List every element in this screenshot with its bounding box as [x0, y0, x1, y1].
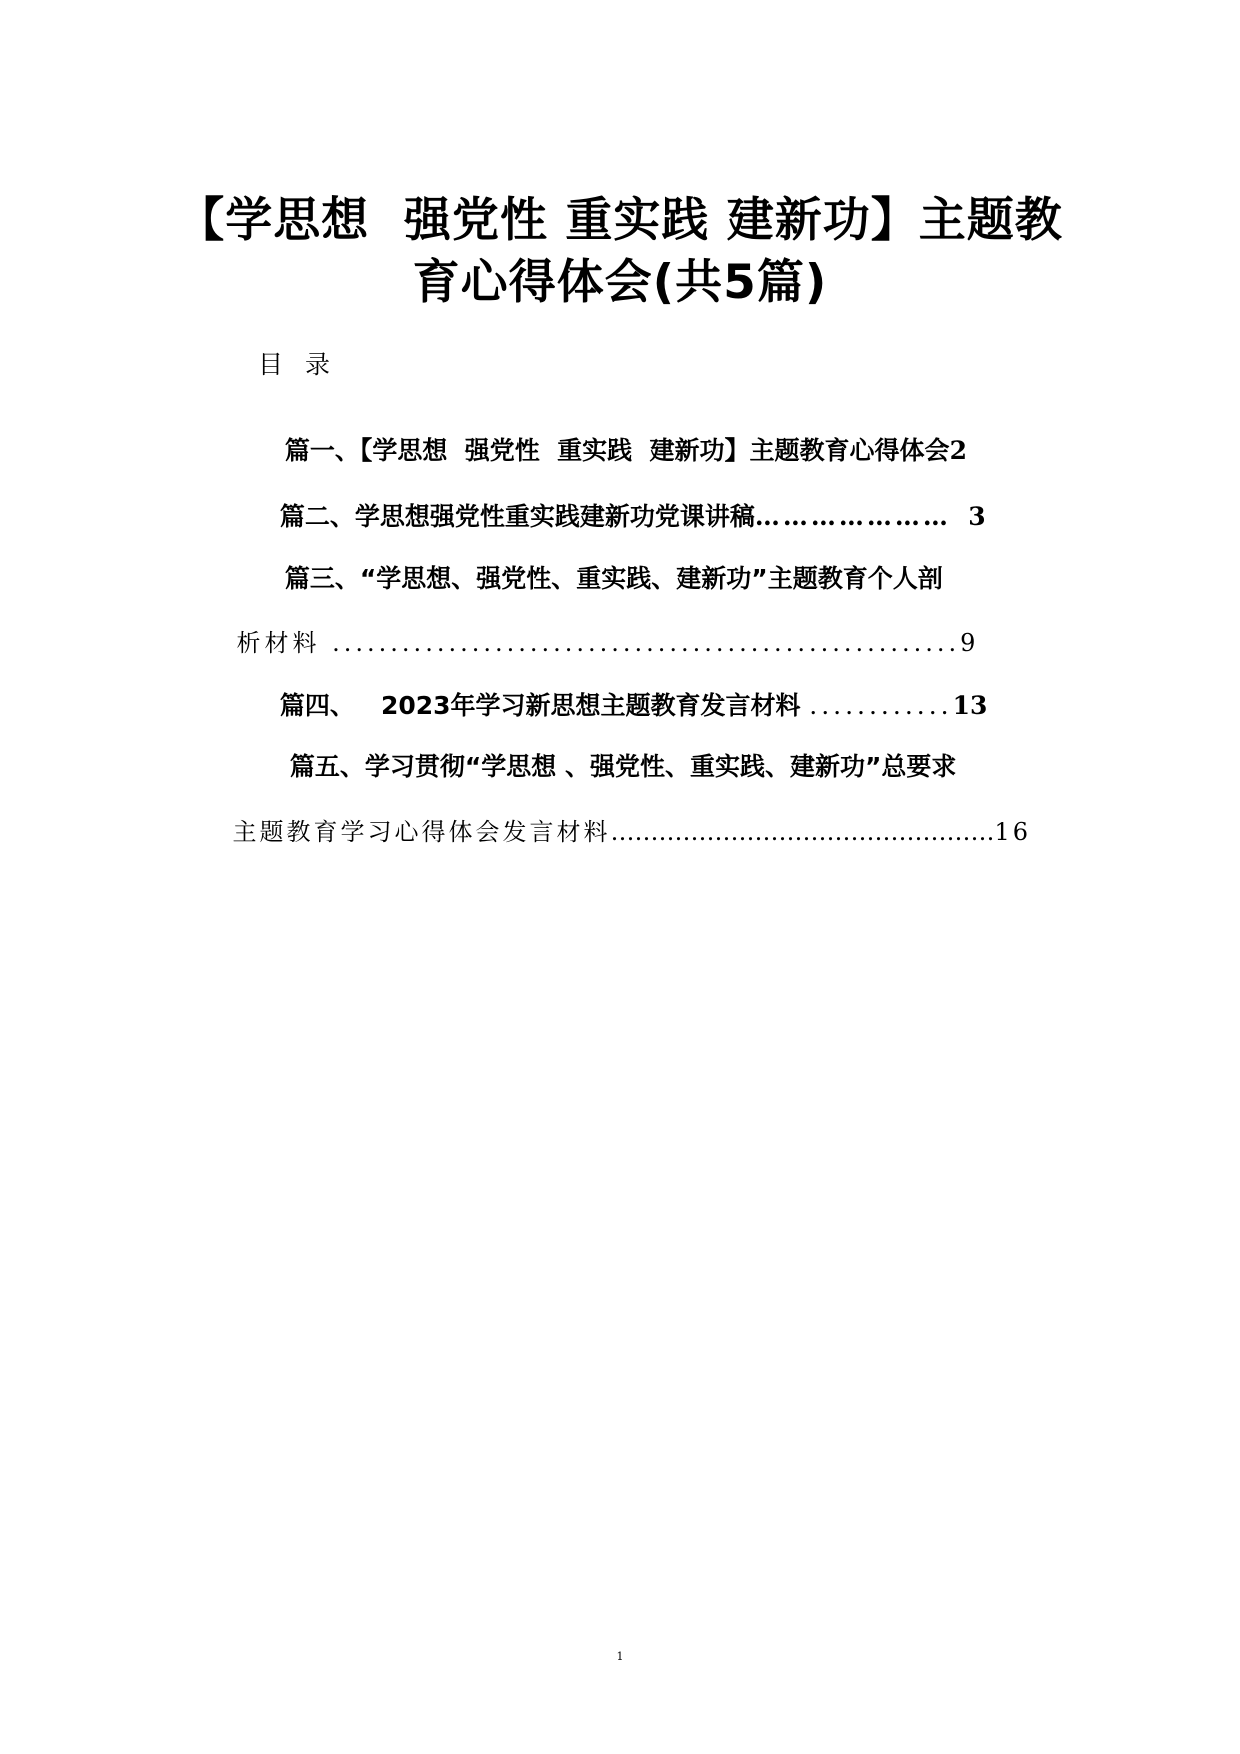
toc-entry-page: 2	[949, 436, 967, 465]
toc-entry-5-continuation[interactable]	[190, 781, 1031, 883]
toc-entry-page: 16	[994, 818, 1032, 846]
toc-entry-label: 篇五、学习贯彻“学思想 、强党性、重实践、建新功”总要求	[289, 752, 957, 781]
toc-entry-dots: …………………………………………	[610, 818, 995, 846]
toc-entry-dots: …………………	[754, 502, 951, 531]
document-title	[150, 190, 1090, 314]
title-line-2: 育心得体会(共5篇)	[412, 255, 828, 310]
toc-entry-label: 篇一、【学思想 强党性 重实践 建新功】主题教育心得体会	[284, 436, 950, 465]
toc-entry-cont-label: 析材料	[236, 629, 321, 657]
toc-entry-cont-label: 主题教育学习心得体会发言材料	[232, 818, 611, 846]
toc-entry-dots: ............	[809, 691, 953, 720]
title-line-1: 【学思想 强党性 重实践 建新功】主题教	[177, 193, 1063, 248]
toc-entry-label: 篇四、 2023年学习新思想主题教育发言材料	[279, 691, 801, 720]
toc-heading: 目录	[258, 350, 353, 379]
page-number: 1	[616, 1650, 624, 1663]
toc-entry-label: 篇三、“学思想、强党性、重实践、建新功”主题教育个人剖	[284, 564, 943, 593]
toc-entry-dots: ......................................................	[332, 629, 961, 657]
toc-entry-label: 篇二、学思想强党性重实践建新功党课讲稿	[279, 502, 755, 531]
toc-entry-page: 3	[968, 502, 986, 531]
toc-entry-page: 13	[952, 691, 988, 720]
toc-entry-page: 9	[960, 629, 980, 657]
